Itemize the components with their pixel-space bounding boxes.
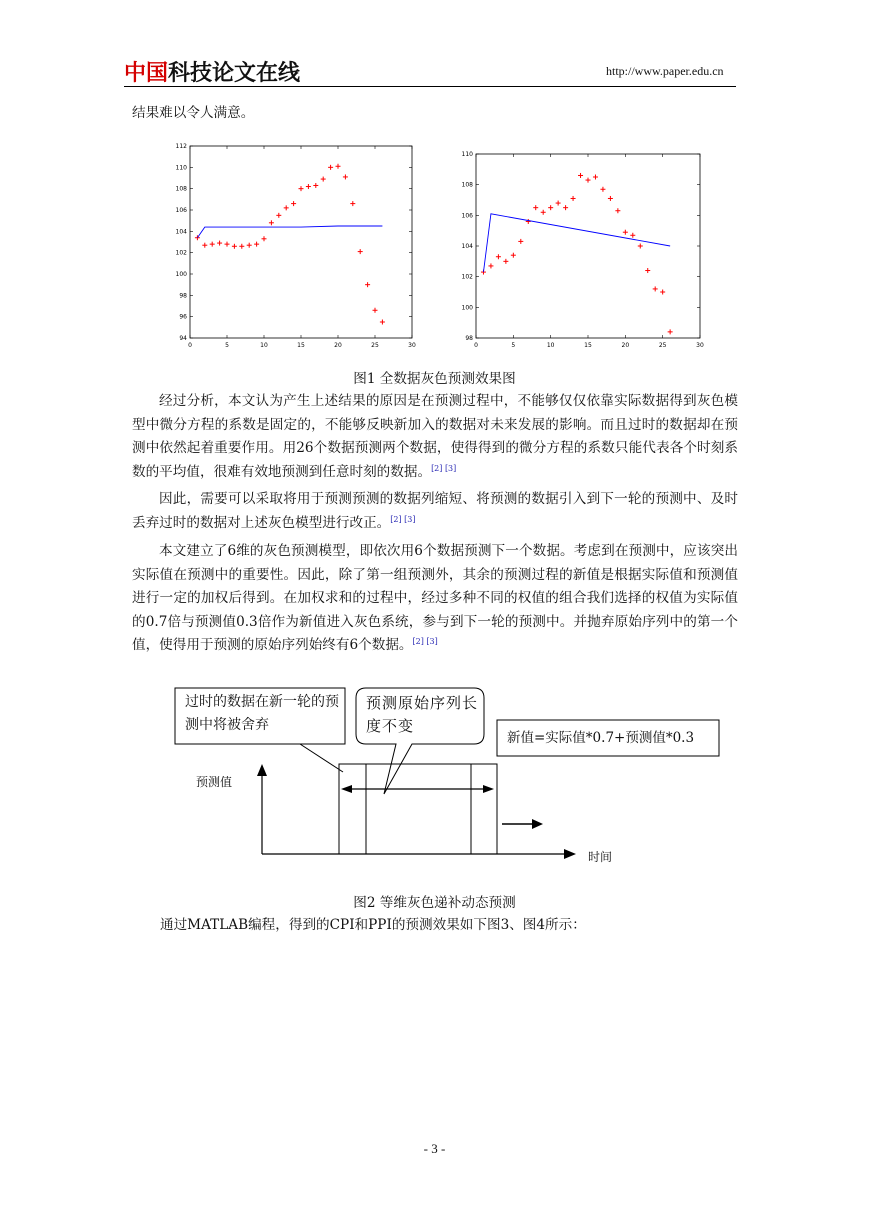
x-tick-label: 30 <box>696 342 704 349</box>
site-url: http://www.paper.edu.cn <box>606 64 724 78</box>
x-tick-label: 15 <box>297 342 305 349</box>
y-tick-label: 98 <box>465 335 473 342</box>
callout-length-text: 预测原始序列长度不变 <box>366 694 479 735</box>
paragraph-improvement <box>132 488 738 535</box>
paragraph-matlab: 通过MATLAB编程，得到的CPI和PPI的预测效果如下图3、图4所示： <box>160 917 586 933</box>
x-tick-label: 20 <box>621 342 630 349</box>
y-tick-label: 94 <box>179 335 187 342</box>
y-tick-label: 108 <box>461 181 473 189</box>
paragraph-intro: 结果难以令人满意。 <box>132 105 255 121</box>
y-tick-label: 110 <box>175 164 187 172</box>
figure2-caption: 图2 等维灰色递补动态预测 <box>353 895 516 911</box>
y-tick-label: 104 <box>175 228 187 236</box>
x-axis-label: 时间 <box>588 850 613 864</box>
page-number: - 3 - <box>423 1141 446 1156</box>
citation-ref[interactable]: [2] [3] <box>412 637 438 646</box>
callout-pointer-outdated <box>300 744 343 772</box>
shift-arrow-head-icon <box>532 819 543 829</box>
x-axis-arrow-icon <box>564 849 576 859</box>
site-logo <box>124 56 300 87</box>
paragraph-analysis-text: 经过分析，本文认为产生上述结果的原因是在预测过程中，不能够仅仅依靠实际数据得到灰色模型中微分方程的系数是固定的，不能够反映新加入的数据对未来发展的影响。而且过时的数据却在预测中依然起着重要作用。用26个数据预测两个数据，使得得到的微分方程的系数只能代表各个时刻系数的平均值，很难有效地预测到任意时刻的数据。 <box>132 393 738 480</box>
y-tick-label: 100 <box>175 271 187 278</box>
x-tick-label: 10 <box>260 342 268 349</box>
chart-right <box>446 146 716 355</box>
logo-black-part: 科技论文在线 <box>168 61 301 86</box>
y-axis-arrow-icon <box>257 764 267 776</box>
x-tick-label: 5 <box>225 342 229 349</box>
double-arrow-left-icon <box>341 785 352 793</box>
paragraph-model <box>132 540 738 658</box>
y-tick-label: 98 <box>179 292 187 300</box>
y-tick-label: 108 <box>175 185 187 193</box>
y-tick-label: 112 <box>175 143 187 150</box>
x-tick-label: 25 <box>658 342 667 349</box>
y-tick-label: 106 <box>175 207 187 214</box>
plot-frame <box>190 146 412 338</box>
x-tick-label: 15 <box>584 342 592 349</box>
y-axis-label: 预测值 <box>196 775 233 789</box>
header-rule <box>124 86 736 87</box>
citation-ref[interactable]: [2] [3] <box>431 463 457 473</box>
x-tick-label: 25 <box>371 342 379 349</box>
citation-ref[interactable]: [2] [3] <box>390 514 416 524</box>
y-tick-label: 104 <box>461 243 473 250</box>
x-tick-label: 0 <box>474 342 478 349</box>
paragraph-analysis <box>132 390 738 484</box>
y-tick-label: 106 <box>461 212 473 220</box>
y-tick-label: 102 <box>461 273 473 281</box>
paragraph-model-text: 本文建立了6维的灰色预测模型，即依次用6个数据预测下一个数据。考虑到在预测中，应该突出实际值在预测中的重要性。因此，除了第一组预测外，其余的预测过程的新值是根据实际值和预测值进行一定的加权后得到。在加权求和的过程中，经过多种不同的权值的组合我们选择的权值为实际值的0.7倍与预测值0.3倍作为新值进入灰色系统，参与到下一轮的预测中。并抛弃原始序列中的第一个值，使得用于预测的原始序列始终有6个数据。 <box>132 543 738 653</box>
paragraph-improvement-text: 因此，需要可以采取将用于预测预测的数据列缩短、将预测的数据引入到下一轮的预测中、及时丢弃过时的数据对上述灰色模型进行改正。 <box>132 491 738 531</box>
y-tick-label: 100 <box>461 304 473 312</box>
x-tick-label: 5 <box>511 342 516 349</box>
x-tick-label: 20 <box>334 342 342 349</box>
logo-red-part: 中国 <box>124 61 169 86</box>
figure1-caption: 图1 全数据灰色预测效果图 <box>353 371 516 387</box>
x-tick-label: 0 <box>188 342 192 349</box>
y-tick-label: 110 <box>461 151 473 158</box>
x-tick-label: 30 <box>408 342 416 349</box>
double-arrow-right-icon <box>483 785 494 793</box>
y-tick-label: 102 <box>175 249 187 257</box>
window-new <box>366 764 497 854</box>
chart-left <box>160 140 430 355</box>
callout-outdated-text: 过时的数据在新一轮的预测中将被舍弃 <box>185 694 339 733</box>
x-tick-label: 10 <box>546 342 555 349</box>
window-old <box>339 764 471 854</box>
formula-text: 新值=实际值*0.7+预测值*0.3 <box>507 730 695 746</box>
y-tick-label: 96 <box>179 313 187 321</box>
